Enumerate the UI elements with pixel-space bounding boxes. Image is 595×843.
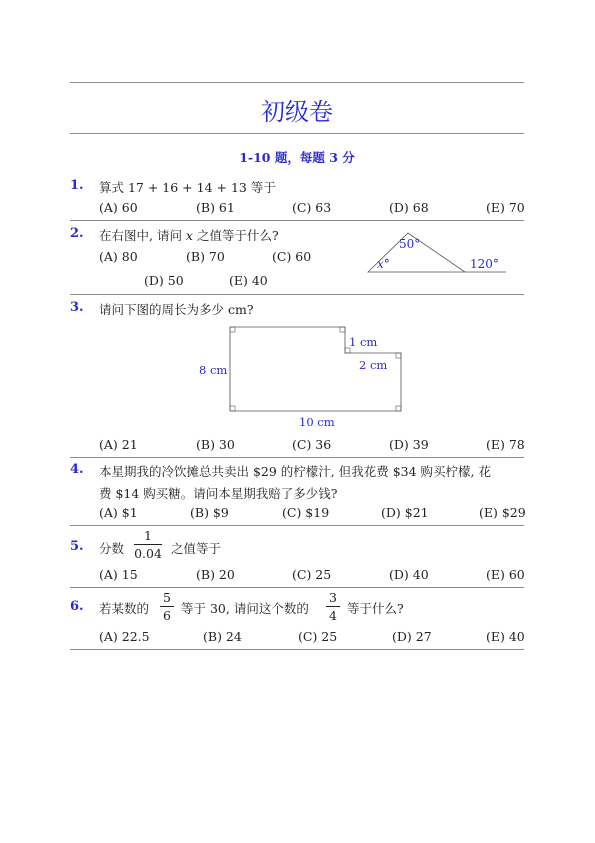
fraction-numerator: 3 (329, 590, 337, 605)
question-text-before: 分数 (99, 541, 125, 556)
page-title: 初级卷 (261, 98, 333, 126)
right-angle-mark (230, 406, 235, 411)
fraction-denominator: 0.04 (134, 546, 162, 561)
question-number: 1. (70, 178, 84, 193)
fraction (134, 528, 162, 561)
question-number: 2. (70, 226, 84, 241)
divider (70, 525, 524, 526)
option-e[interactable]: (E) $29 (479, 505, 526, 520)
question-number: 4. (70, 462, 84, 477)
option-b[interactable]: (B) 24 (203, 629, 242, 644)
question-text-mid: 等于 30, 请问这个数的 (181, 601, 309, 616)
divider (70, 294, 524, 295)
option-a[interactable]: (A) 15 (99, 567, 138, 582)
right-angle-mark (396, 353, 401, 358)
fraction-2 (326, 590, 340, 623)
option-d[interactable]: (D) 68 (389, 200, 429, 215)
top-rule (70, 82, 524, 83)
divider (70, 587, 524, 588)
option-e[interactable]: (E) 40 (486, 629, 525, 644)
divider (70, 649, 524, 650)
left-angle-label: x° (377, 257, 390, 271)
option-e[interactable]: (E) 60 (486, 567, 525, 582)
question-text-after: 等于什么? (347, 601, 404, 616)
option-b[interactable]: (B) 20 (196, 567, 235, 582)
option-b[interactable]: (B) 61 (196, 200, 235, 215)
option-e[interactable]: (E) 70 (486, 200, 525, 215)
variable-x: x (185, 228, 193, 243)
question-number: 5. (70, 539, 84, 554)
divider (70, 457, 524, 458)
right-angle-label: 120° (470, 257, 499, 271)
option-a[interactable]: (A) 22.5 (99, 629, 150, 644)
title-rule (70, 133, 524, 134)
question-number: 6. (70, 599, 84, 614)
triangle-shape (368, 233, 465, 272)
option-a[interactable]: (A) 80 (99, 249, 138, 264)
fraction-numerator: 1 (144, 528, 152, 543)
section-subtitle: 1-10 题，每题 3 分 (239, 150, 355, 165)
bottom-side-label: 10 cm (299, 415, 335, 429)
option-c[interactable]: (C) 36 (292, 437, 332, 452)
option-d[interactable]: (D) 39 (389, 437, 429, 452)
option-a[interactable]: (A) 21 (99, 437, 138, 452)
fraction-denominator: 4 (329, 608, 337, 623)
question-text-before: 若某数的 (99, 601, 150, 616)
option-c[interactable]: (C) $19 (282, 505, 330, 520)
option-b[interactable]: (B) 30 (196, 437, 235, 452)
question-text-line-1: 本星期我的冷饮摊总共卖出 $29 的柠檬汁, 但我花费 $34 购买柠檬, 花 (99, 464, 492, 479)
l-shape (230, 327, 401, 411)
top-angle-label: 50° (399, 237, 421, 251)
question-text (99, 226, 279, 244)
option-b[interactable]: (B) 70 (186, 249, 225, 264)
option-e[interactable]: (E) 78 (486, 437, 525, 452)
option-a[interactable]: (A) $1 (99, 505, 138, 520)
question-text-after: 之值等于什么? (192, 228, 279, 243)
option-c[interactable]: (C) 25 (298, 629, 338, 644)
right-angle-mark (230, 327, 235, 332)
right-angle-mark (396, 406, 401, 411)
fraction-bar (326, 606, 340, 607)
divider (70, 220, 524, 221)
question-text-line-2: 费 $14 购买糖。请问本星期我赔了多少钱? (99, 486, 338, 501)
question-number: 3. (70, 300, 84, 315)
question-text-before: 在右图中, 请问 (99, 228, 186, 243)
right-angle-mark (340, 327, 345, 332)
option-d[interactable]: (D) $21 (381, 505, 429, 520)
option-d[interactable]: (D) 27 (392, 629, 432, 644)
fraction-bar (160, 606, 174, 607)
fraction-denominator: 6 (163, 608, 171, 623)
question-text-after: 之值等于 (171, 541, 222, 556)
left-side-label: 8 cm (199, 363, 228, 377)
option-c[interactable]: (C) 63 (292, 200, 332, 215)
question-text: 算式 17 + 16 + 14 + 13 等于 (99, 180, 276, 195)
question-text: 请问下图的周长为多少 cm? (99, 302, 254, 317)
option-e[interactable]: (E) 40 (229, 273, 268, 288)
option-d[interactable]: (D) 40 (389, 567, 429, 582)
fraction-numerator: 5 (163, 590, 171, 605)
option-b[interactable]: (B) $9 (190, 505, 229, 520)
option-a[interactable]: (A) 60 (99, 200, 138, 215)
option-c[interactable]: (C) 25 (292, 567, 332, 582)
step-vertical-label: 1 cm (349, 335, 378, 349)
option-d[interactable]: (D) 50 (144, 273, 184, 288)
option-c[interactable]: (C) 60 (272, 249, 312, 264)
right-angle-mark (345, 348, 350, 353)
step-horizontal-label: 2 cm (359, 358, 388, 372)
fraction-bar (134, 544, 162, 545)
fraction-1 (160, 590, 174, 623)
